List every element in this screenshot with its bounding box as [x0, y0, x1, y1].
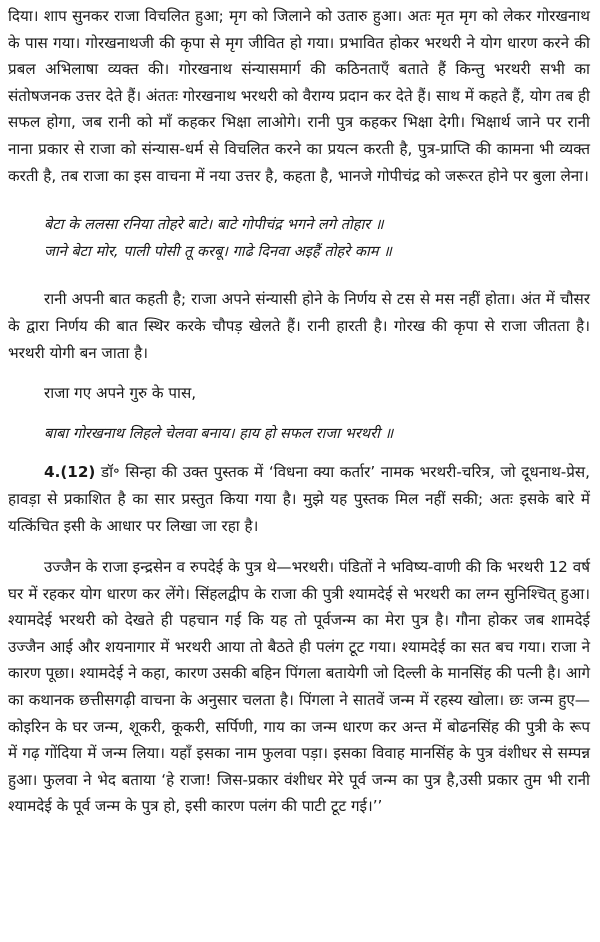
spacer — [8, 189, 590, 212]
verse-2 — [8, 421, 590, 448]
narration-line: राजा गए अपने गुरु के पास, — [44, 384, 197, 403]
section-number: 4.(12) — [44, 463, 96, 482]
section-4-text: डॉ॰ सिन्हा की उक्त पुस्तक में ‘विधना क्या कर्तार’ नामक भरथरी-चरित्र, जो दूधनाथ-प्रेस, हावड़ा से प्रकाशित है का सार प्रस्तुत किया गया है। मुझे यह पुस्तक मिल नहीं सकी; अतः इसके बारे में यत्किंचित इसी के आधार पर लिखा जा रहा है। — [8, 463, 590, 535]
spacer — [8, 366, 590, 380]
verse-1 — [8, 212, 590, 265]
verse-2-line-1: बाबा गोरखनाथ लिहले चेलवा बनाय। हाय हो सफल राजा भरथरी ॥ — [44, 424, 394, 442]
verse-1-line-2: जाने बेटा मोर, पाली पोसी तू करबू। गाढे दिनवा अइहैं तोहरे काम ॥ — [44, 242, 392, 260]
spacer — [8, 539, 590, 554]
verse-1-line-1: बेटा के ललसा रनिया तोहरे बाटे। बाटे गोपीचंद्र भगने लगे तोहार ॥ — [44, 216, 384, 234]
paragraph-3: उज्जैन के राजा इन्द्रसेन व रुपदेई के पुत्र थे—भरथरी। पंडितों ने भविष्य-वाणी की कि भरथरी 12 वर्ष घर में रहकर योग धारण कर लेंगे। सिंहलद्वीप के राजा की पुत्री श्यामदेई से भरथरी का लग्न सुनिश्चित् हुआ। श्यामदेई भरथरी को देखते ही पहचान गई कि यह तो पूर्वजन्म का मेरा पुत्र है। गौना होकर जब शामदेई उज्जैन आई और शयनागार में भरथरी आया तो बैठते ही पलंग टूट गया। श्यामदेई का सत बच गया। राजा ने कारण पूछा। श्यामदेई ने कहा, कारण उसकी बहिन पिंगला बतायेगी जो दिल्ली के मानसिंह की पत्नी है। आगे का कथानक छत्तीसगढ़ी वाचना के अनुसार चलता है। पिंगला ने सातवें जन्म में रहस्य खोला। छः जन्म हुए—कोइरिन के घर जन्म, शूकरी, कूकरी, सर्पिणी, गाय का जन्म धारण कर अन्त में बोढनसिंह की पुत्री के रूप में गढ़ गोंदिया में जन्म लिया। यहाँ इसका नाम फुलवा पड़ा। इसका विवाह मानसिंह के पुत्र वंशीधर से सम्पन्न हुआ। फुलवा ने भेद बताया ‘हे राजा! जिस-प्रकार वंशीधर मेरे पूर्व जन्म का पुत्र है,उसी प्रकार तुम भी रानी श्यामदेई के पूर्व जन्म के पुत्र हो, इसी कारण पलंग की पाटी टूट गई।’’ — [8, 558, 590, 816]
section-4-paragraph — [8, 459, 590, 539]
paragraph-2: रानी अपनी बात कहती है; राजा अपने संन्यासी होने के निर्णय से टस से मस नहीं होता। अंत में चौसर के द्वारा निर्णय की बात स्थिर करके चौपड़ खेलते हैं। रानी हारती है। गोरख की कृपा से राजा जीतता है। भरथरी योगी बन जाता है। — [8, 290, 590, 362]
spacer — [8, 265, 590, 286]
spacer — [8, 407, 590, 421]
paragraph-1: दिया। शाप सुनकर राजा विचलित हुआ; मृग को जिलाने को उतारु हुआ। अतः मृत मृग को लेकर गोरखनाथ के पास गया। गोरखनाथजी की कृपा से मृग जीवित हो गया। प्रभावित होकर भरथरी ने योग धारण करने की प्रबल अभिलाषा व्यक्त की। गोरखनाथ संन्यासमार्ग की कठिनताएँ बताते हैं किन्तु भरथरी सभी का संतोषजनक उत्तर देते हैं। अंततः गोरखनाथ भरथरी को वैराग्य प्रदान कर देते हैं। साथ में कहते हैं, योग तब ही सफल होगा, जब रानी को माँ कहकर भिक्षा लाओगे। रानी पुत्र कहकर भिक्षा देगी। भिक्षार्थ जाने पर रानी नाना प्रकार से राजा को संन्यास-धर्म से विचलित करने का प्रयत्न करती है, पुत्र-प्राप्ति की कामना भी व्यक्त करती है, तब राजा का इस वाचना में नया उत्तर है, कहता है, भानजे गोपीचंद्र को जरूरत होने पर बुला लेना। — [8, 7, 590, 185]
spacer — [8, 447, 590, 459]
